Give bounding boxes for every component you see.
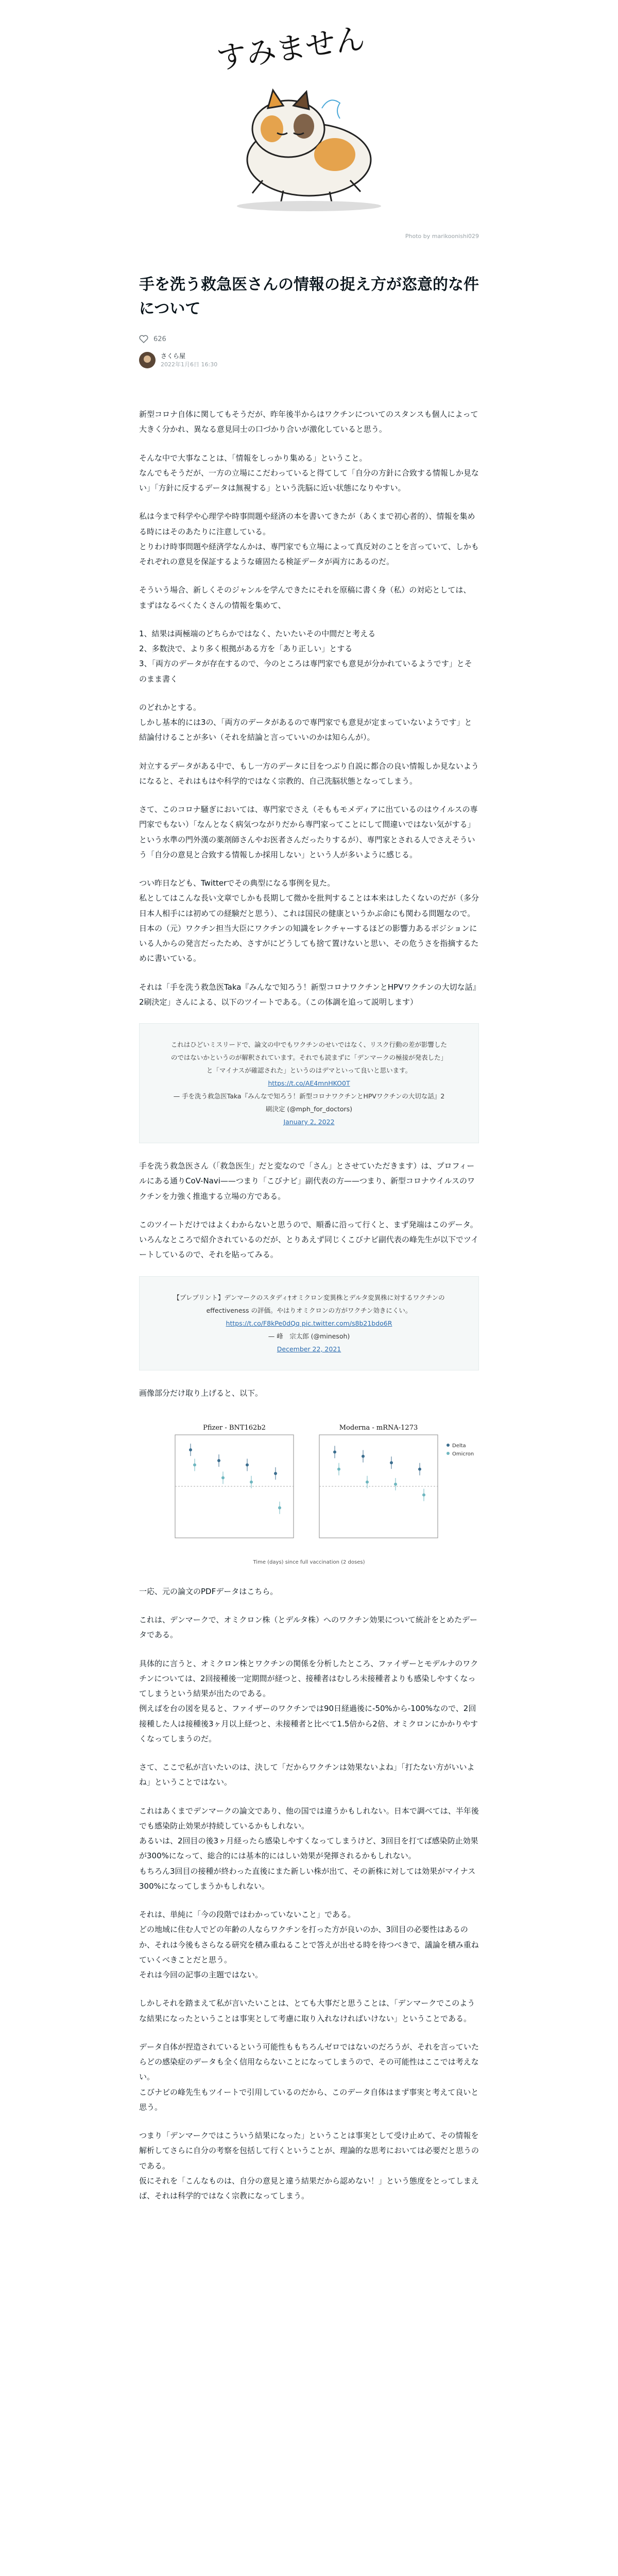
avatar[interactable] [139, 352, 156, 368]
tweet-link[interactable]: https://t.co/AE4mnHKO0T [268, 1079, 350, 1087]
author-block[interactable] [139, 351, 217, 368]
paragraph: これは、デンマークで、オミクロン株（とデルタ株）へのワクチン効果について統計をとめたデータである。 [139, 1615, 478, 1640]
embedded-tweet[interactable] [139, 1276, 479, 1370]
legend-label: Omicron [452, 1451, 474, 1457]
paragraph: のどれかとする。 しかし基本的には3の、「両方のデータがあるので専門家でも意見が定まっていないようです」と結論付けることが多い（それを結論と言っていいのかは知らんが）。 [139, 702, 472, 742]
tweet-text: 【プレプリント】デンマークのスタディ†オミクロン変異株とデルタ変異株に対するワクチンのeffectiveness の評価。やはりオミクロンの方がワクチン効きにくい。 [173, 1293, 445, 1314]
paragraph: 具体的に言うと、オミクロン株とワクチンの関係を分析したところ、ファイザーとモデルナのワクチンについては、2回接種後一定期間が経つと、接種者はむしろ未接種者よりも感染しやすくなってしまうという結果が出たのである。 例えばを台の図を見ると、ファイザーのワクチンでは90日経過後に-50%から-100%なので、2回接種した人は接種後3ヶ月以上経つと、未接種者と比べて1.5倍から2倍、オミクロンにかかりやすくなってしまうのだ。 [139, 1658, 478, 1743]
data-point [274, 1472, 277, 1475]
chart-title: Pfizer - BNT162b2 [203, 1423, 266, 1432]
legend-label: Delta [452, 1443, 466, 1449]
data-point [333, 1450, 336, 1453]
data-point [193, 1463, 196, 1466]
paragraph: それは「手を洗う救急医Taka『みんなで知ろう！新型コロナワクチンとHPVワクチンの大切な話』2刷決定」さんによる、以下のツイートである。（この体調を追って説明します） [139, 982, 477, 1007]
chart-xlabel: Time (days) since full vaccination (2 doses) [253, 1559, 365, 1565]
data-point [189, 1448, 192, 1451]
data-point [217, 1459, 220, 1462]
paragraph: そんな中で大事なことは、「情報をしっかり集める」ということ。 なんでもそうだが、一方の立場にこだわっていると得てして「自分の方針に合致する情報しか見ない」「方針に反するデータは無視する」という洗脳に近い状態になりやすい。 [139, 453, 479, 493]
paragraph: これはあくまでデンマークの論文であり、他の国では違うかもしれない。日本で調べては、半年後でも感染防止効果が持続しているかもしれない。 あるいは、2回目の後3ヶ月経ったら感染しやすくなってしまうけど、3回目を打てば感染防止効果が300%になって、総合的には基本的にはしい効果が発揮されるかもしれない。 もちろん3回目の接種が終わった直後にまた新しい株が出て、その新株に対しては効果がマイナス300%になってしまうかもしれない。 [139, 1806, 479, 1891]
data-point [366, 1480, 369, 1483]
article-body [139, 407, 479, 2217]
tweet-signature: — 峰 宗太郎 (@minesoh) [268, 1332, 350, 1340]
data-point [422, 1493, 425, 1496]
data-point [221, 1476, 225, 1479]
hero-image [139, 0, 479, 242]
paragraph: データ自体が捏造されているという可能性ももちろんゼロではないのだろうが、それを言っていたらどの感染症のデータも全く信用ならないことになってしまうので、その可能性はここでは考えない。 こびナビの峰先生もツイートで引用しているのだから、このデータ自体はまず事実と考えて良いと思う。 [139, 2042, 479, 2112]
paragraph: さて、ここで私が言いたいのは、決して「だからワクチンは効果ないよね」「打たない方がいいよね」ということではない。 [139, 1762, 475, 1787]
legend-marker [447, 1444, 450, 1447]
data-point [246, 1463, 249, 1466]
paragraph: つい昨日なども、Twitterでその典型になる事例を見た。 私としてはこんな長い文章でしかも長期して微かを批判することは本来はしたくないのだが（多分日本人相手には初めての経験だと思う）、これは国民の健康というかぶ命にも関わる問題なので。日本の（元）ワクチン担当大臣にワクチンの知識をレクチャーするほどの影響力あるポジションにいる人からの発言だったため、さすがにどうしても捨て置けないと思い、その危うさを指摘するために書いている。 [139, 878, 479, 963]
hero-illustration [139, 0, 479, 242]
paragraph: しかしそれを踏まえて私が言いたいことは、とても大事だと思うことは、「デンマークでこのような結果になったということは事実として考慮に取り入れなければいけない」ということである。 [139, 1998, 475, 2023]
data-point [250, 1480, 253, 1483]
chart-title: Moderna - mRNA-1273 [339, 1423, 418, 1432]
chart-svg [139, 1414, 479, 1569]
paragraph: そういう場合、新しくそのジャンルを学んできたにそれを原稿に書く身（私）の対応としては、 まずはなるべくたくさんの情報を集めて、 [139, 585, 471, 610]
paragraph: それは、単純に「今の段階ではわかっていないこと」である。 どの地域に住む人でどの年齢の人ならワクチンを打った方が良いのか、3回目の必要性はあるのか、それは今後もさらなる研究を積み重ねることで答えが出せる時を待つべきで、議論を積み重ねていくべきことだと思う。 それは今回の記事の主題ではない。 [139, 1910, 479, 1979]
paragraph: つまり「デンマークではこういう結果になった」ということは事実として受け止めて、その情報を解析してさらに自分の考察を包括して行くということが、理論的な思考においては必要だと思うのである。 仮にそれを「こんなものは、自分の意見と違う結果だから認めない！」という態度をとってしまえば、それは科学的ではなく宗教になってしまう。 [139, 2131, 479, 2200]
article-title: 手を洗う救急医さんの情報の捉え方が恣意的な件について [139, 276, 479, 318]
hero-headline: すみません [214, 20, 367, 76]
photo-credit[interactable]: Photo by marikoonishi029 [405, 233, 479, 240]
paragraph: 画像部分だけ取り上げると、以下。 [139, 1388, 263, 1398]
tweet-signature: — 手を洗う救急医Taka『みんなで知ろう！新型コロナワクチンとHPVワクチンの大切な話』2刷決定 (@mph_for_doctors) [173, 1092, 445, 1113]
paragraph: 手を洗う救急医さん（「救急医生」だと変なので「さん」とさせていただきます）は、プロフィールにある通りCoV-Navi——つまり「こびナビ」副代表の方——つまり、新型コロナウイルスのワクチンを力強く推進する立場の方である。 [139, 1161, 475, 1201]
tweet-date[interactable]: January 2, 2022 [283, 1118, 335, 1126]
chart-figure [139, 1414, 479, 1569]
data-point [337, 1467, 340, 1470]
paragraph: 一応、元の論文のPDFデータはこちら。 [139, 1586, 278, 1596]
paragraph: 私は今まで科学や心理学や時事問題や経済の本を書いてきたが（あくまで初心者的）、情報を集める時にはそのあたりに注意している。 とりわけ時事問題や経済学なんかは、専門家でも立場によって真反対のことを言っていて、しかもそれぞれの意見を保証するような確固たる検証データが両方にあるのだ。 [139, 512, 479, 566]
data-point [390, 1461, 393, 1464]
data-point [278, 1506, 281, 1509]
author-name[interactable]: さくら屋 [161, 352, 186, 360]
paragraph: 新型コロナ自体に関してもそうだが、昨年後半からはワクチンについてのスタンスも個人によって大きく分かれ、異なる意見同士の口づかり合いが激化していると思う。 [139, 410, 478, 434]
legend-marker [447, 1452, 450, 1455]
tweet-text: これはひどいミスリードで、論文の中でもワクチンのせいではなく、リスク行動の差が影響したのではないかというのが解釈されています。それでも読まずに「デンマークの極接が発表した」と「マイナスが確認された」というのはデマといって良いと思います。 [170, 1041, 448, 1074]
paragraph: さて、このコロナ騒ぎにおいては、専門家でさえ（そももモメディアに出ているのはウイルスの専門家でもない）「なんとなく病気つながりだから専門家ってことにして間違いではない気がする」という水準の門外漢の薬剤師さんやお医者さんだったりするが）、専門家とされる人でさえそういう「自分の意見と合致する情報しか採用しない」という人が多いように感じる。 [139, 805, 478, 859]
embedded-tweet[interactable] [139, 1023, 479, 1143]
heart-icon[interactable] [139, 335, 148, 343]
post-date: 2022年1月6日 16:30 [161, 361, 218, 368]
tweet-date[interactable]: December 22, 2021 [277, 1345, 341, 1353]
paragraph: 1、結果は両極端のどちらかではなく、たいたいその中間だと考える 2、多数決で、より多く根拠がある方を「あり正しい」とする 3、「両方のデータが存在するので、今のところは専門家でも意見が分かれているようです」とそのまま書く [139, 629, 472, 684]
data-point [362, 1454, 365, 1458]
data-point [394, 1483, 397, 1486]
paragraph: 対立するデータがある中で、もし一方のデータに目をつぶり自説に都合の良い情報しか見ないようになると、それはもはや科学的ではなく宗教的、自己洗脳状態となってしまう。 [139, 761, 479, 786]
data-point [418, 1467, 421, 1470]
likes[interactable] [139, 335, 166, 343]
paragraph: このツイートだけではよくわからないと思うので、順番に沿って行くと、まず発端はこのデータ。 いろんなところで紹介されているのだが、とりあえず同じくこびナビ副代表の峰先生が以下でツイートしているので、それを貼ってみる。 [139, 1219, 479, 1260]
tweet-link[interactable]: https://t.co/F8kPe0dQq pic.twitter.com/s8b21bdo6R [226, 1319, 392, 1327]
like-count: 626 [153, 335, 166, 343]
